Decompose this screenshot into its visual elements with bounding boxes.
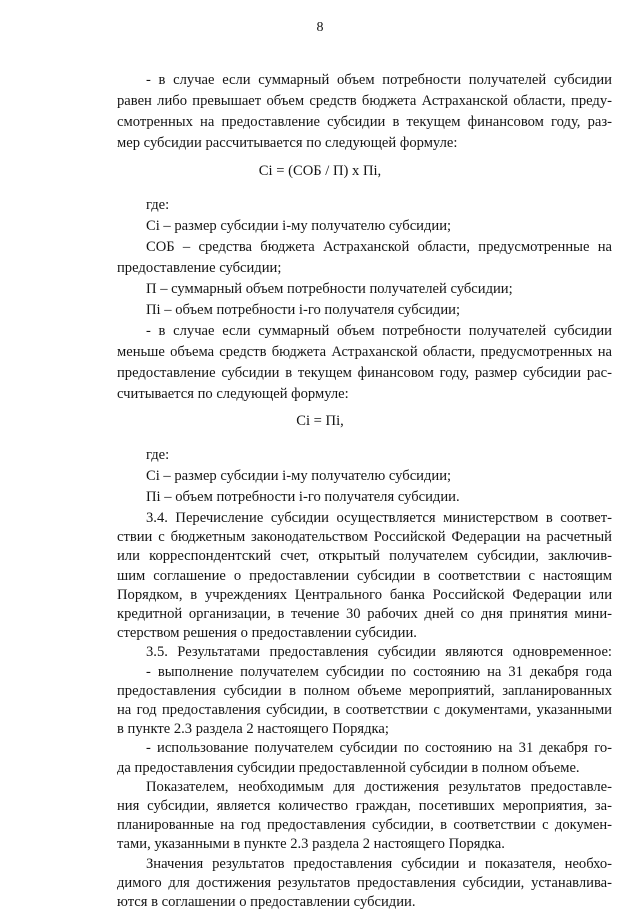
text-line: - в случае если суммарный объем потребности получателей субсидии [146,323,612,339]
text-line: мер субсидии рассчитывается по следующей формуле: [117,135,458,151]
text-line: кредитной организации, в течение 30 рабочих дней со дня принятия мини- [117,606,612,622]
text-line: - использование получателем субсидии по состоянию на 31 декабря го- [146,740,612,757]
formula: Ci = (СОБ / П) x Пi, [258,163,382,179]
text-line: - в случае если суммарный объем потребности получателей субсидии [146,72,612,88]
text-line: где: [146,447,170,463]
text-line: шим соглашение о предоставлении субсидии в соответствии с настоящим [117,567,612,584]
text-line: Ci – размер субсидии i-му получателю субсидии; [146,218,452,234]
text-line: Значения результатов предоставления субсидии и показателя, необхо- [146,855,612,872]
text-line: 3.5. Результатами предоставления субсидии являются одновременное: [146,644,612,661]
text-line: где: [146,197,170,213]
text-line: - выполнение получателем субсидии по состоянию на 31 декабря года [146,663,612,680]
text-line: тами, указанными в пункте 2.3 раздела 2 настоящего Порядка. [117,836,505,853]
page-number: 8 [316,20,324,35]
text-line: ния субсидии, является количество граждан, посетивших мероприятия, за- [117,798,612,814]
text-line: предоставление субсидии в текущем финансовом году, размер субсидии рас- [117,365,612,381]
text-line: Порядком, в учреждениях Центрального банка Российской Федерации или [117,586,612,603]
text-line: предоставление субсидии; [117,260,282,276]
text-line: считывается по следующей формуле: [117,386,349,402]
text-line: меньше объема средств бюджета Астраханской области, предусмотренных на [117,344,612,360]
text-line: на год предоставления субсидии, в соответствии с документами, указанными [117,702,612,718]
text-line: Пi – объем потребности i-го получателя субсидии; [146,302,461,318]
text-line: стерством решения о предоставлении субсидии. [117,625,417,642]
text-line: смотренных на предоставление субсидии в текущем финансовом году, раз- [117,114,612,130]
text-line: предоставления субсидии в полном объеме мероприятий, запланированных [117,682,612,699]
text-line: Пi – объем потребности i-го получателя субсидии. [146,489,460,505]
text-line: планированные на год предоставления субсидии, в соответствии с докумен- [117,817,612,834]
text-line: Показателем, необходимым для достижения результатов предоставле- [146,778,612,795]
text-line: П – суммарный объем потребности получателей субсидии; [146,281,513,297]
text-line: или корреспондентский счет, открытый получателем субсидии, заключив- [117,548,612,565]
formula: Ci = Пi, [296,413,344,429]
text-line: да предоставления субсидии предоставленной субсидии в полном объеме. [117,759,580,776]
text-line: ствии с бюджетным законодательством Российской Федерации на расчетный [117,529,612,546]
text-line: в пункте 2.3 раздела 2 настоящего Порядка; [117,721,389,738]
text-line: СОБ – средства бюджета Астраханской области, предусмотренные на [146,239,612,255]
text-line: равен либо превышает объем средств бюджета Астраханской области, преду- [117,93,612,109]
text-line: димого для достижения результатов предоставления субсидии, устанавлива- [117,874,612,891]
text-line: 3.4. Перечисление субсидии осуществляется министерством в соответ- [146,510,612,526]
text-line: ются в соглашении о предоставлении субсидии. [117,894,416,910]
text-line: Ci – размер субсидии i-му получателю субсидии; [146,468,452,484]
